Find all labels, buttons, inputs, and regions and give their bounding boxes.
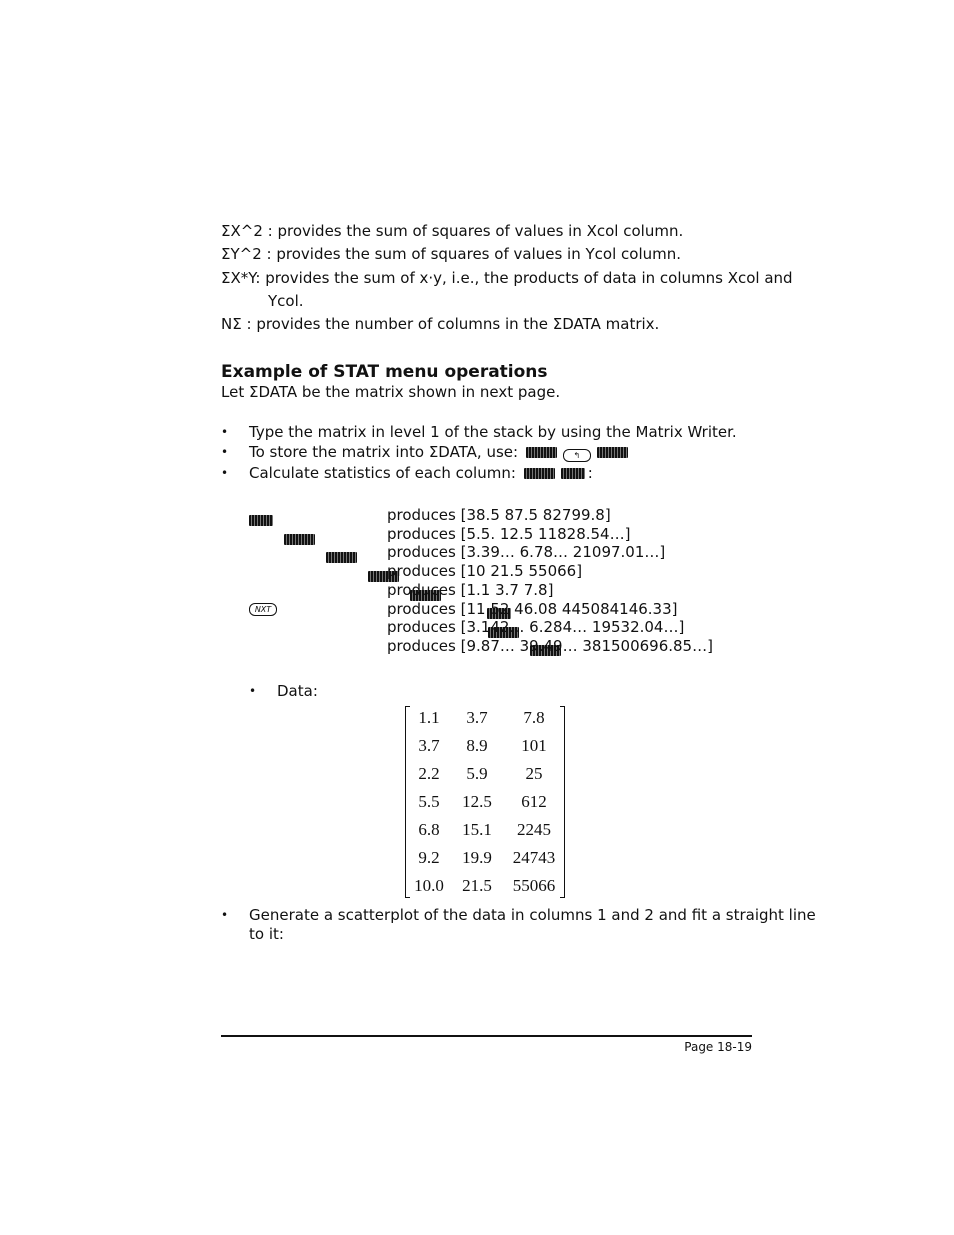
result-psdev: produces [3.142… 6.284… 19532.04…] bbox=[387, 618, 685, 636]
matrix-cell: 5.5 bbox=[418, 792, 440, 811]
bullet-dot: • bbox=[249, 684, 257, 698]
section-heading: Example of STAT menu operations bbox=[221, 362, 548, 382]
definition-term: ΣX*Y: bbox=[221, 269, 261, 287]
definition-sum-x-squared bbox=[221, 222, 683, 240]
data-label: Data: bbox=[277, 682, 318, 700]
matrix-cell: 12.5 bbox=[462, 792, 492, 811]
definition-text: provides the sum of squares of values in Ycol column. bbox=[276, 245, 682, 263]
definition-text: provides the sum of squares of values in Xcol column. bbox=[277, 222, 684, 240]
data-matrix bbox=[405, 706, 565, 898]
definition-sum-y-squared bbox=[221, 245, 681, 263]
matrix-cell: 10.0 bbox=[414, 876, 444, 895]
section-intro: Let ΣDATA be the matrix shown in next page. bbox=[221, 383, 561, 401]
bullet-dot: • bbox=[221, 908, 229, 922]
sdev-softkey-icon bbox=[326, 552, 357, 563]
matrix-cell: 7.8 bbox=[523, 708, 545, 727]
tot-softkey-icon bbox=[249, 515, 273, 526]
bullet-dot: • bbox=[221, 466, 229, 480]
mean-softkey-icon bbox=[284, 534, 315, 545]
result-var: produces [11.52 46.08 445084146.33] bbox=[387, 600, 678, 618]
matrix-cell: 2.2 bbox=[418, 764, 440, 783]
matrix-cell: 19.9 bbox=[462, 848, 492, 867]
bullet-calculate-stats bbox=[249, 464, 593, 482]
matrix-cell: 3.7 bbox=[466, 708, 488, 727]
matrix-cell: 2245 bbox=[517, 820, 551, 839]
definition-term: ΣX^2 : bbox=[221, 222, 273, 240]
bullet-scatterplot: Generate a scatterplot of the data in columns 1 and 2 and fit a straight line bbox=[249, 906, 816, 924]
result-max: produces [10 21.5 55066] bbox=[387, 562, 583, 580]
page-number: Page 18-19 bbox=[684, 1040, 752, 1054]
stat-softkey-icon bbox=[524, 468, 555, 479]
matrix-cell: 1.1 bbox=[418, 708, 440, 727]
matrix-cell: 5.9 bbox=[466, 764, 488, 783]
bullet-text: Calculate statistics of each column: bbox=[249, 464, 516, 482]
bullet-dot: • bbox=[221, 445, 229, 459]
result-mean: produces [5.5. 12.5 11828.54…] bbox=[387, 525, 631, 543]
one-var-softkey-icon bbox=[561, 468, 585, 479]
matrix-cell: 6.8 bbox=[418, 820, 440, 839]
left-shift-key-icon: ↰ bbox=[563, 449, 591, 462]
bullet-text: To store the matrix into ΣDATA, use: bbox=[249, 443, 519, 461]
definition-sum-xy bbox=[221, 269, 793, 287]
definition-text: provides the number of columns in the ΣDATA matrix. bbox=[256, 315, 660, 333]
data-softkey-icon bbox=[526, 447, 557, 458]
matrix-cell: 101 bbox=[521, 736, 547, 755]
bullet-suffix: : bbox=[587, 464, 593, 482]
result-min: produces [1.1 3.7 7.8] bbox=[387, 581, 554, 599]
nxt-key-icon: NXT bbox=[249, 603, 277, 616]
definition-text: provides the sum of x·y, i.e., the products of data in columns Xcol and bbox=[265, 269, 793, 287]
result-sdev: produces [3.39… 6.78… 21097.01…] bbox=[387, 543, 666, 561]
bullet-scatterplot-continuation: to it: bbox=[249, 925, 284, 943]
matrix-cell: 24743 bbox=[512, 848, 556, 867]
sigma-dat-softkey-icon bbox=[597, 447, 628, 458]
bullet-dot: • bbox=[221, 425, 229, 439]
matrix-cell: 15.1 bbox=[462, 820, 492, 839]
matrix-cell: 55066 bbox=[512, 876, 556, 895]
definition-term: NΣ : bbox=[221, 315, 252, 333]
matrix-cell: 9.2 bbox=[418, 848, 440, 867]
footer-rule bbox=[221, 1035, 752, 1037]
matrix-cell: 25 bbox=[525, 764, 543, 783]
bullet-store-matrix bbox=[249, 443, 631, 462]
matrix-cell: 3.7 bbox=[418, 736, 440, 755]
result-tot: produces [38.5 87.5 82799.8] bbox=[387, 506, 611, 524]
definition-n-sigma bbox=[221, 315, 659, 333]
matrix-cell: 612 bbox=[521, 792, 547, 811]
matrix-cell: 21.5 bbox=[462, 876, 492, 895]
matrix-cell: 8.9 bbox=[466, 736, 488, 755]
definition-term: ΣY^2 : bbox=[221, 245, 272, 263]
bullet-type-matrix: Type the matrix in level 1 of the stack by using the Matrix Writer. bbox=[249, 423, 737, 441]
definition-continuation: Ycol. bbox=[268, 292, 304, 310]
result-pvar: produces [9.87… 39.49… 381500696.85…] bbox=[387, 637, 713, 655]
